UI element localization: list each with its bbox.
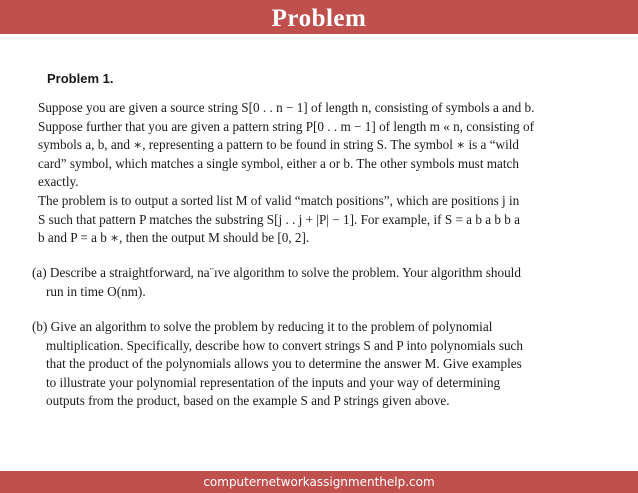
part-b-question xyxy=(32,318,523,411)
text-line: (a) Describe a straightforward, na¨ıve algorithm to solve the problem. Your algorithm should xyxy=(32,265,521,280)
text-line: Suppose you are given a source string S[0 . . n − 1] of length n, consisting of symbols a and b. xyxy=(38,100,535,115)
text-line: that the product of the polynomials allows you to determine the answer M. Give examples xyxy=(46,356,522,372)
part-a-question xyxy=(32,264,521,301)
text-line: card” symbol, which matches a single symbol, either a or b. The other symbols must match xyxy=(38,155,519,171)
text-line: multiplication. Specifically, describe how to convert strings S and P into polynomials such xyxy=(46,337,523,353)
text-line: exactly. xyxy=(38,174,79,190)
problem-output-paragraph xyxy=(38,192,520,248)
text-line: S such that pattern P matches the substring S[j . . j + |P| − 1]. For example, if S = a b a b b a xyxy=(38,211,521,227)
text-line: outputs from the product, based on the example S and P strings given above. xyxy=(46,393,450,409)
footer-banner xyxy=(0,471,638,493)
problem-heading: Problem 1. xyxy=(47,71,114,86)
problem-description-paragraph xyxy=(38,99,534,192)
text-line: Suppose further that you are given a pattern string P[0 . . m − 1] of length m « n, consisting of xyxy=(38,118,535,134)
footer-website: computernetworkassignmenthelp.com xyxy=(203,475,435,489)
text-line: (b) Give an algorithm to solve the problem by reducing it to the problem of polynomial xyxy=(32,319,493,334)
text-line: run in time O(nm). xyxy=(46,283,146,299)
text-line: b and P = a b ∗, then the output M should be [0, 2]. xyxy=(38,230,310,246)
text-line: The problem is to output a sorted list M of valid “match positions”, which are positions j in xyxy=(38,193,520,208)
text-line: symbols a, b, and ∗, representing a pattern to be found in string S. The symbol ∗ is a “wild xyxy=(38,137,520,153)
text-line: to illustrate your polynomial representation of the inputs and your way of determining xyxy=(46,374,501,390)
page-title: Problem xyxy=(271,4,367,32)
title-banner xyxy=(0,0,638,34)
